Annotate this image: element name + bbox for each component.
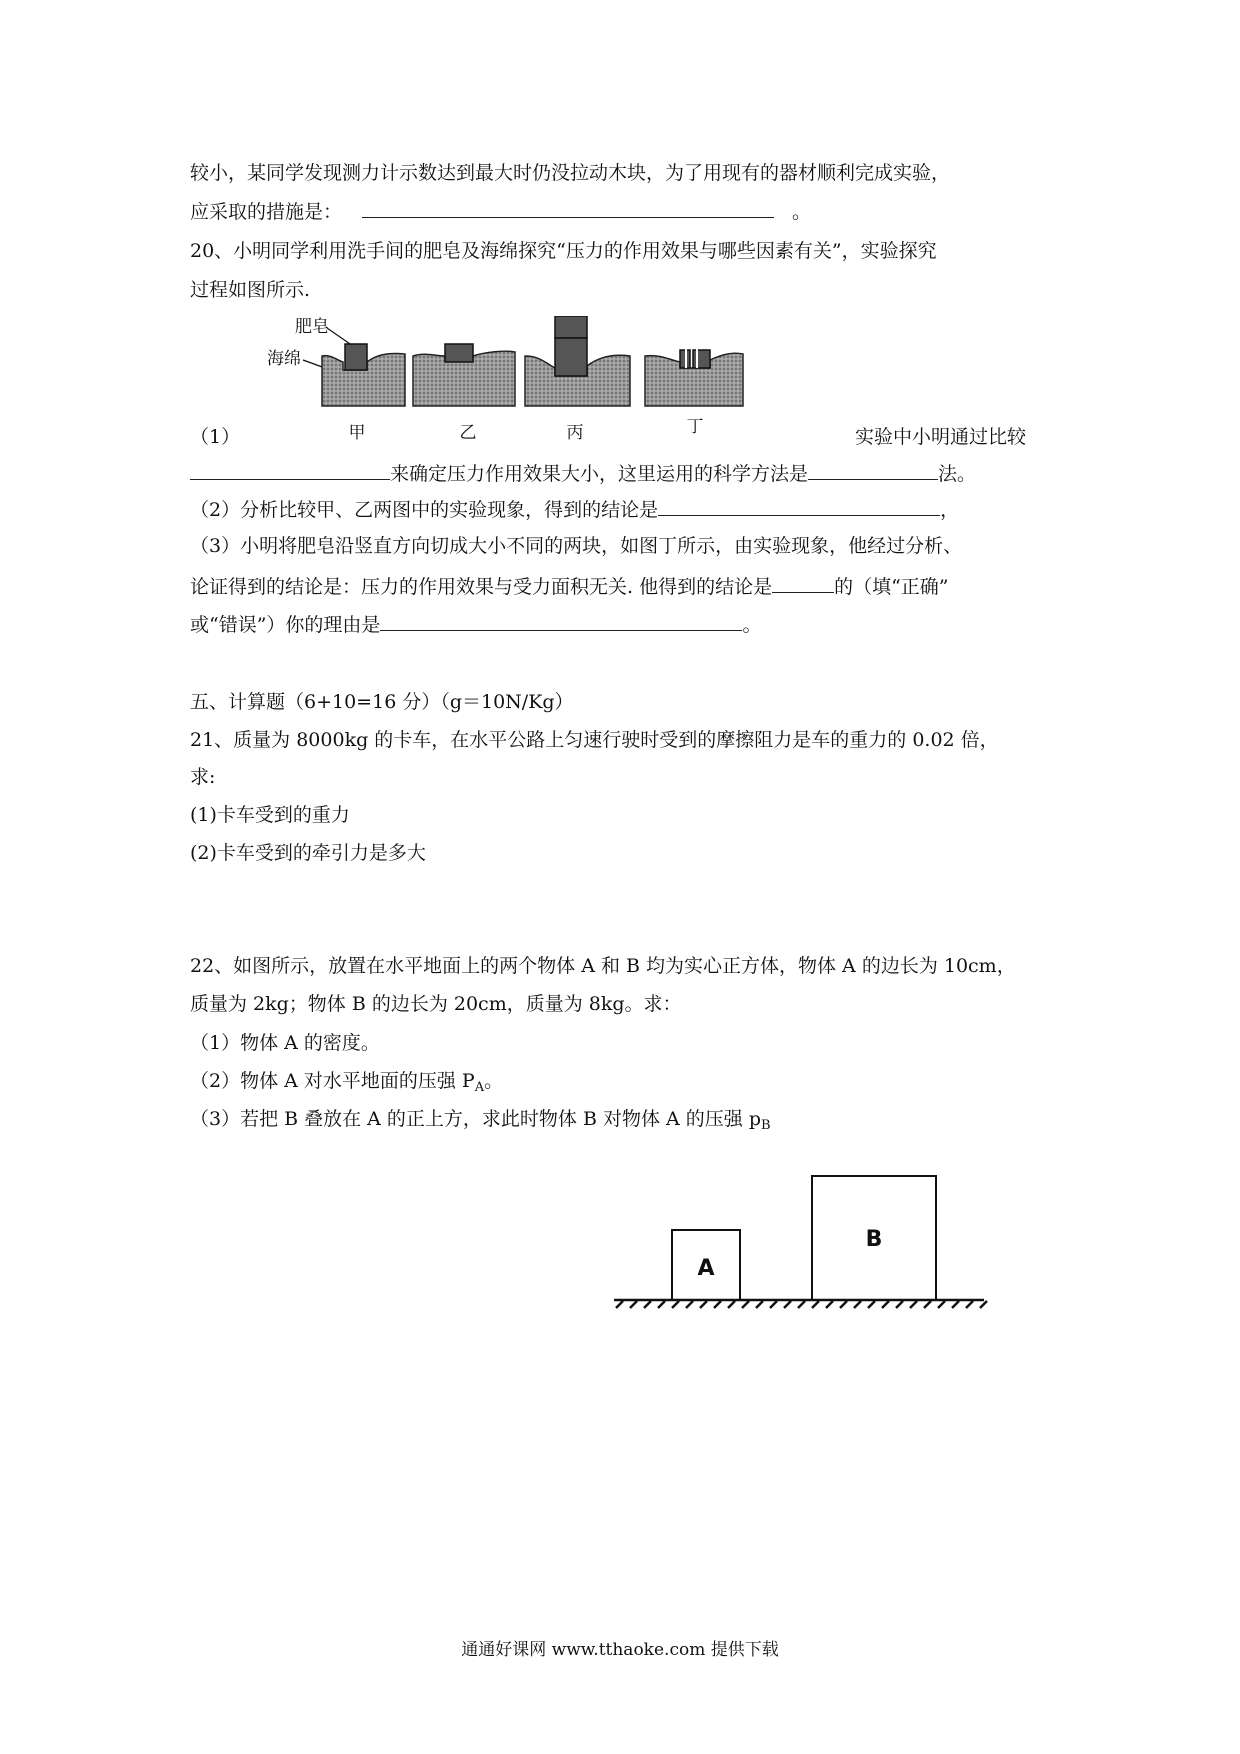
hatch-mark (700, 1301, 707, 1308)
q22-line1: 22、如图所示，放置在水平地面上的两个物体 A 和 B 均为实心正方体，物体 A 的边长为 10cm， (190, 955, 1016, 977)
ground-hatching (616, 1301, 987, 1308)
q20-p3-line3 (190, 612, 761, 638)
q20-method-blank[interactable] (808, 461, 938, 480)
q22-sub2 (190, 1068, 503, 1101)
q19-line2 (190, 199, 811, 225)
hatch-mark (742, 1301, 749, 1308)
q19-measure-label: 应采取的措施是： (190, 201, 343, 223)
hatch-mark (966, 1301, 973, 1308)
hatch-mark (868, 1301, 875, 1308)
panel-label-jia: 甲 (348, 423, 366, 443)
hatch-mark (630, 1301, 637, 1308)
footer-credit: 通通好课网 www.tthaoke.com 提供下载 (461, 1640, 779, 1660)
panel-jia (322, 344, 405, 406)
hatch-mark (798, 1301, 805, 1308)
q20-p1-mid: 来确定压力作用效果大小，这里运用的科学方法是 (390, 463, 809, 485)
q22-line2: 质量为 2kg；物体 B 的边长为 20cm，质量为 8kg。求： (190, 993, 682, 1015)
q20-p1-end: 法。 (938, 463, 977, 485)
q20-p3-reason-label: 或“错误”）你的理由是 (190, 614, 381, 636)
soap-sponge-figure (255, 316, 855, 451)
q19-answer-blank[interactable] (362, 199, 774, 218)
cube-b-label: B (865, 1227, 883, 1252)
q20-p1-line2 (190, 461, 976, 487)
hatch-mark (714, 1301, 721, 1308)
q22-sub2-end: 。 (484, 1070, 504, 1092)
hatch-mark (784, 1301, 791, 1308)
section5-heading: 五、计算题（6+10=16 分）（g＝10N/Kg） (190, 691, 574, 713)
hatch-mark (924, 1301, 931, 1308)
q20-p3-line1: （3）小明将肥皂沿竖直方向切成大小不同的两块，如图丁所示，由实验现象，他经过分析、 (190, 535, 963, 557)
hatch-mark (896, 1301, 903, 1308)
hatch-mark (882, 1301, 889, 1308)
hatch-mark (672, 1301, 679, 1308)
q20-intro-line1: 20、小明同学利用洗手间的肥皂及海绵探究“压力的作用效果与哪些因素有关”，实验探究 (190, 240, 937, 262)
q20-p1-prefix: （1） (190, 426, 241, 448)
q21-line1: 21、质量为 8000kg 的卡车，在水平公路上匀速行驶时受到的摩擦阻力是车的重力的 0.02 倍， (190, 729, 999, 751)
q19-period: 。 (792, 201, 812, 223)
q22-sub3-text: （3）若把 B 叠放在 A 的正上方，求此时物体 B 对物体 A 的压强 p (190, 1108, 761, 1130)
panel-yi (413, 344, 515, 406)
q19-line1: 较小，某同学发现测力计示数达到最大时仍没拉动木块，为了用现有的器材顺利完成实验， (190, 162, 951, 184)
q20-p3-fill-hint: 的（填“正确” (834, 576, 949, 598)
panel-label-bing: 丙 (566, 423, 584, 443)
hatch-mark (910, 1301, 917, 1308)
cubes-figure (612, 1160, 992, 1320)
q21-sub1: (1)卡车受到的重力 (190, 804, 350, 826)
hatch-mark (854, 1301, 861, 1308)
cube-a-label: A (697, 1256, 715, 1281)
q22-sub3 (190, 1106, 771, 1139)
hatch-mark (938, 1301, 945, 1308)
hatch-mark (770, 1301, 777, 1308)
hatch-mark (756, 1301, 763, 1308)
label-soap: 肥皂 (295, 317, 329, 337)
hatch-mark (952, 1301, 959, 1308)
q22-sub1: （1）物体 A 的密度。 (190, 1032, 380, 1054)
q20-p2-text: （2）分析比较甲、乙两图中的实验现象，得到的结论是 (190, 499, 659, 521)
hatch-mark (616, 1301, 623, 1308)
label-sponge: 海绵 (267, 349, 301, 369)
hatch-mark (812, 1301, 819, 1308)
q20-intro-line2: 过程如图所示. (190, 279, 311, 301)
q20-p3-period: 。 (742, 614, 762, 636)
panel-label-ding: 丁 (686, 417, 704, 437)
hatch-mark (644, 1301, 651, 1308)
panel-bing (525, 316, 630, 406)
q22-sub3-subscript: B (760, 1118, 771, 1133)
q21-sub2: (2)卡车受到的牵引力是多大 (190, 842, 426, 864)
q20-p3-text: 论证得到的结论是：压力的作用效果与受力面积无关. 他得到的结论是 (190, 576, 773, 598)
hatch-mark (658, 1301, 665, 1308)
hatch-mark (840, 1301, 847, 1308)
q20-correct-blank[interactable] (772, 574, 834, 593)
hatch-mark (686, 1301, 693, 1308)
hatch-mark (728, 1301, 735, 1308)
q20-reason-blank[interactable] (380, 612, 742, 631)
q20-conclusion-blank[interactable] (658, 497, 940, 516)
panel-label-yi: 乙 (459, 423, 477, 443)
q21-line2: 求: (190, 766, 216, 788)
q20-p2-line (190, 497, 959, 523)
hatch-mark (980, 1301, 987, 1308)
q22-sub2-subscript: A (474, 1080, 485, 1095)
q20-p3-line2 (190, 574, 949, 600)
q20-compare-blank[interactable] (190, 461, 390, 480)
q20-p1-right: 实验中小明通过比较 (855, 426, 1027, 448)
hatch-mark (826, 1301, 833, 1308)
panel-ding (645, 344, 743, 406)
q20-p2-end: ， (940, 499, 960, 521)
q22-sub2-text: （2）物体 A 对水平地面的压强 P (190, 1070, 475, 1092)
